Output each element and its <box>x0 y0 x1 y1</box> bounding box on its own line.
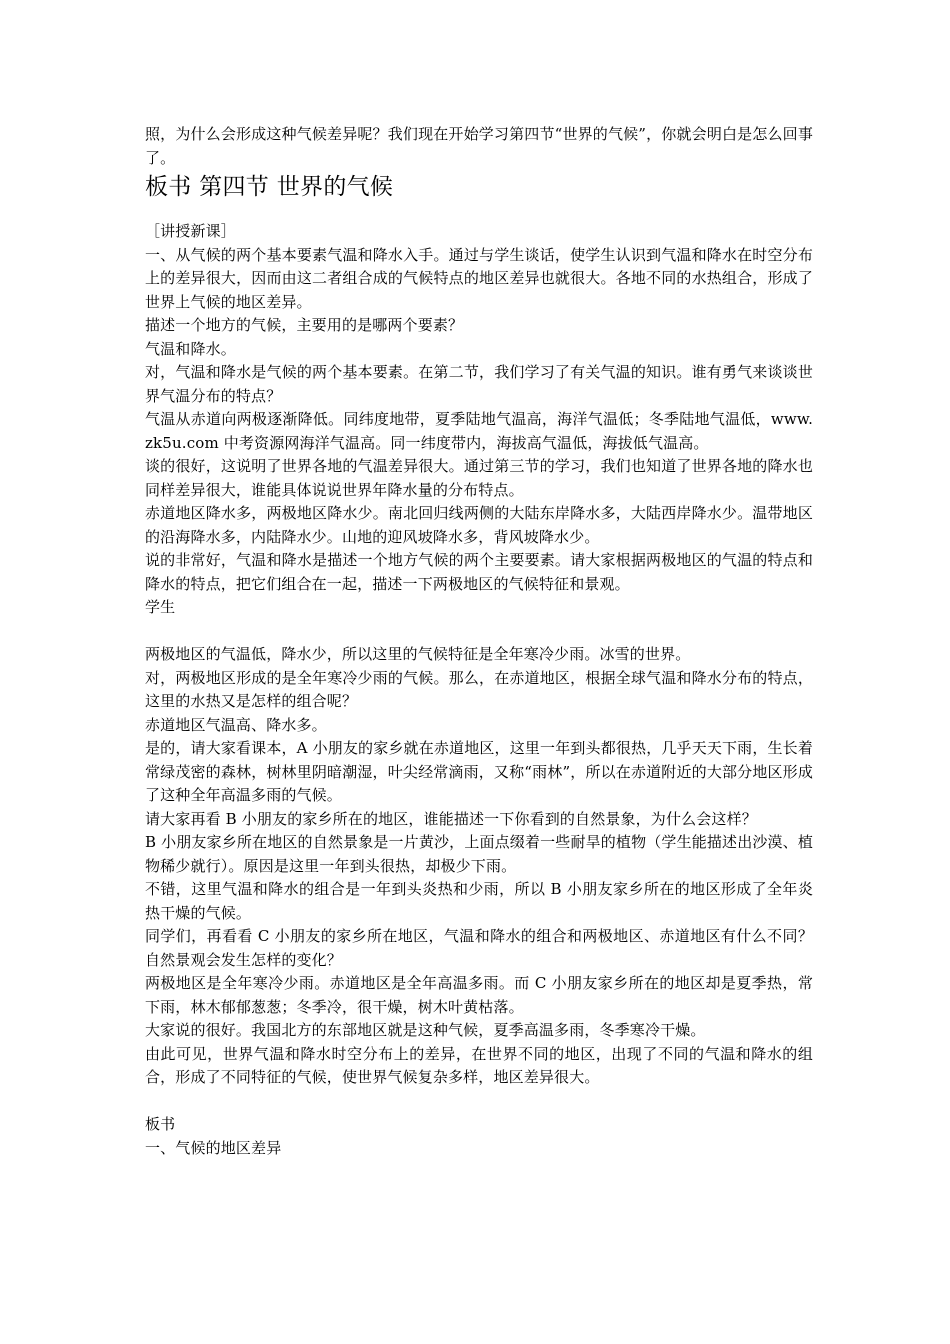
paragraph: 同学们，再看看 C 小朋友的家乡所在地区，气温和降水的组合和两极地区、赤道地区有什么不同？自然景观会发生怎样的变化？ <box>145 927 813 969</box>
paragraph: 气温和降水。 <box>145 339 236 358</box>
paragraph: 说的非常好，气温和降水是描述一个地方气候的两个主要要素。请大家根据两极地区的气温的特点和降水的特点，把它们组合在一起，描述一下两极地区的气候特征和景观。 <box>145 551 813 593</box>
intro-paragraph: 照，为什么会形成这种气候差异呢？我们现在开始学习第四节“世界的气候”，你就会明白是怎么回事了。 <box>145 125 813 167</box>
document-page <box>145 123 813 1160</box>
paragraph: 气温从赤道向两极逐渐降低。同纬度地带，夏季陆地气温高，海洋气温低；冬季陆地气温低，www.zk5u.com 中考资源网海洋气温高。同一纬度带内，海拔高气温低，海拔低气温高。 <box>145 410 813 452</box>
paragraph: 一、从气候的两个基本要素气温和降水入手。通过与学生谈话，使学生认识到气温和降水在时空分布上的差异很大，因而由这二者组合成的气候特点的地区差异也就很大。各地不同的水热组合，形成了世界上气候的地区差异。 <box>145 245 813 311</box>
paragraph: 请大家再看 B 小朋友的家乡所在的地区，谁能描述一下你看到的自然景象，为什么会这样？ <box>145 809 757 828</box>
paragraph: 赤道地区气温高、降水多。 <box>145 715 327 734</box>
paragraph: 对，气温和降水是气候的两个基本要素。在第二节，我们学习了有关气温的知识。谁有勇气来谈谈世界气温分布的特点？ <box>145 363 813 405</box>
section-label: ［讲授新课］ <box>145 222 236 240</box>
paragraph: 由此可见，世界气温和降水时空分布上的差异，在世界不同的地区，出现了不同的气温和降水的组合，形成了不同特征的气候，使世界气候复杂多样，地区差异很大。 <box>145 1044 813 1086</box>
paragraph: 大家说的很好。我国北方的东部地区就是这种气候，夏季高温多雨，冬季寒冷干燥。 <box>145 1021 706 1039</box>
paragraph: 赤道地区降水多，两极地区降水少。南北回归线两侧的大陆东岸降水多，大陆西岸降水少。温带地区的沿海降水多，内陆降水少。山地的迎风坡降水多，背风坡降水少。 <box>145 504 813 546</box>
paragraph: 谈的很好，这说明了世界各地的气温差异很大。通过第三节的学习，我们也知道了世界各地的降水也同样差异很大，谁能具体说说世界年降水量的分布特点。 <box>145 457 813 499</box>
board-item: 一、气候的地区差异 <box>145 1138 282 1157</box>
speaker-label: 学生 <box>145 598 176 616</box>
paragraph: 两极地区的气温低，降水少，所以这里的气候特征是全年寒冷少雨。冰雪的世界。 <box>145 645 691 663</box>
paragraph: 对，两极地区形成的是全年寒冷少雨的气候。那么，在赤道地区，根据全球气温和降水分布的特点，这里的水热又是怎样的组合呢？ <box>145 668 813 710</box>
board-label: 板书 <box>145 1115 176 1133</box>
paragraph: 是的，请大家看课本，A 小朋友的家乡就在赤道地区，这里一年到头都很热，几乎天天下雨，生长着常绿茂密的森林，树林里阴暗潮湿，叶尖经常滴雨，又称“雨林”，所以在赤道附近的大部分地区形成了这种全年高温多雨的气候。 <box>145 739 813 804</box>
board-heading: 板书 第四节 世界的气候 <box>145 174 394 200</box>
paragraph: 两极地区是全年寒冷少雨。赤道地区是全年高温多雨。而 C 小朋友家乡所在的地区却是夏季热，常下雨，林木郁郁葱葱；冬季冷，很干燥，树木叶黄枯落。 <box>145 974 813 1016</box>
paragraph: 描述一个地方的气候，主要用的是哪两个要素？ <box>145 316 464 334</box>
paragraph: B 小朋友家乡所在地区的自然景象是一片黄沙，上面点缀着一些耐旱的植物（学生能描述出沙漠、植物稀少就行）。原因是这里一年到头很热，却极少下雨。 <box>145 833 813 875</box>
paragraph: 不错，这里气温和降水的组合是一年到头炎热和少雨，所以 B 小朋友家乡所在的地区形成了全年炎热干燥的气候。 <box>145 880 813 922</box>
